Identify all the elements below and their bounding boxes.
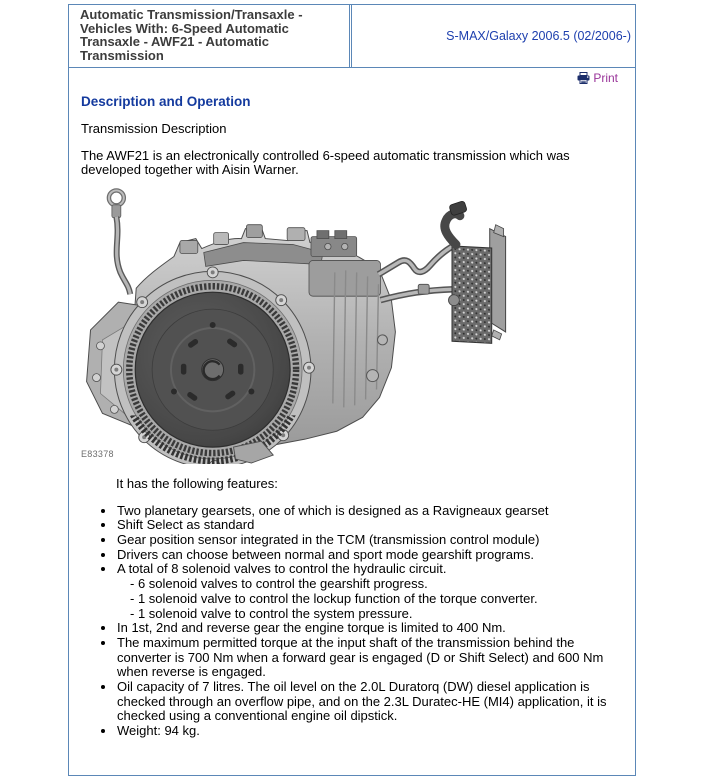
intro-paragraph: The AWF21 is an electronically controlled 6-speed automatic transmission which was developed together with Aisin Warner. (81, 147, 570, 178)
document-title: Automatic Transmission/Transaxle - Vehicles With: 6-Speed Automatic Transaxle - AWF21 - Automatic Transmission (69, 5, 350, 67)
dipstick-tube (109, 191, 130, 295)
section-heading: Description and Operation (81, 94, 251, 109)
vehicle-model-label: S-MAX/Galaxy 2006.5 (02/2006-) (351, 5, 635, 67)
figure-label: E83378 (81, 449, 114, 460)
feature-item: • Shift Select as standard (116, 518, 623, 533)
feature-subitem: - 1 solenoid valve to control the lockup function of the torque converter. (130, 590, 538, 606)
feature-subitem: - 6 solenoid valves to control the gearshift progress. (130, 576, 428, 592)
feature-subitem: - 1 solenoid valve to control the system pressure. (130, 605, 413, 621)
feature-item: • Two planetary gearsets, one of which is designed as a Ravigneaux gearset (116, 504, 623, 519)
flexplate (135, 292, 290, 447)
feature-item: • The maximum permitted torque at the input shaft of the transmission behind the converter is 700 Nm when a forward gear is engaged (D or Shift Select) and 600 Nm when reverse is engaged. (116, 636, 623, 680)
printer-icon (577, 72, 590, 84)
feature-item: • Gear position sensor integrated in the TCM (transmission control module) (116, 533, 623, 548)
cooler-pipes (379, 245, 456, 301)
features-list (81, 504, 623, 739)
feature-item: • Oil capacity of 7 litres. The oil level on the 2.0L Duratorq (DW) diesel application is checked through an overflow pipe, and on the 2.3L Duratec-HE (MI4) application, it is checked using a conventional engine oil dipstick. (116, 680, 623, 724)
feature-item: • Weight: 94 kg. (116, 724, 623, 739)
feature-item: • Drivers can choose between normal and sport mode gearshift programs. (116, 548, 623, 563)
feature-item: • In 1st, 2nd and reverse gear the engine torque is limited to 400 Nm. (116, 621, 623, 636)
print-button[interactable] (577, 71, 618, 85)
features-intro: It has the following features: (116, 476, 278, 492)
header-table (69, 5, 635, 68)
transmission-illustration (83, 181, 535, 464)
oil-cooler (445, 201, 506, 344)
manual-page (68, 4, 636, 776)
figure (81, 181, 623, 464)
feature-item: • A total of 8 solenoid valves to control the hydraulic circuit. - 6 solenoid valves to control the gearshift progress. - 1 solenoid valve to control the lockup function of the torque converter. - 1 solenoid valve to control the system pressure. (116, 562, 623, 621)
print-row (69, 68, 635, 87)
subsection-title: Transmission Description (81, 121, 227, 136)
print-label: Print (593, 71, 618, 85)
content-area (69, 94, 635, 739)
